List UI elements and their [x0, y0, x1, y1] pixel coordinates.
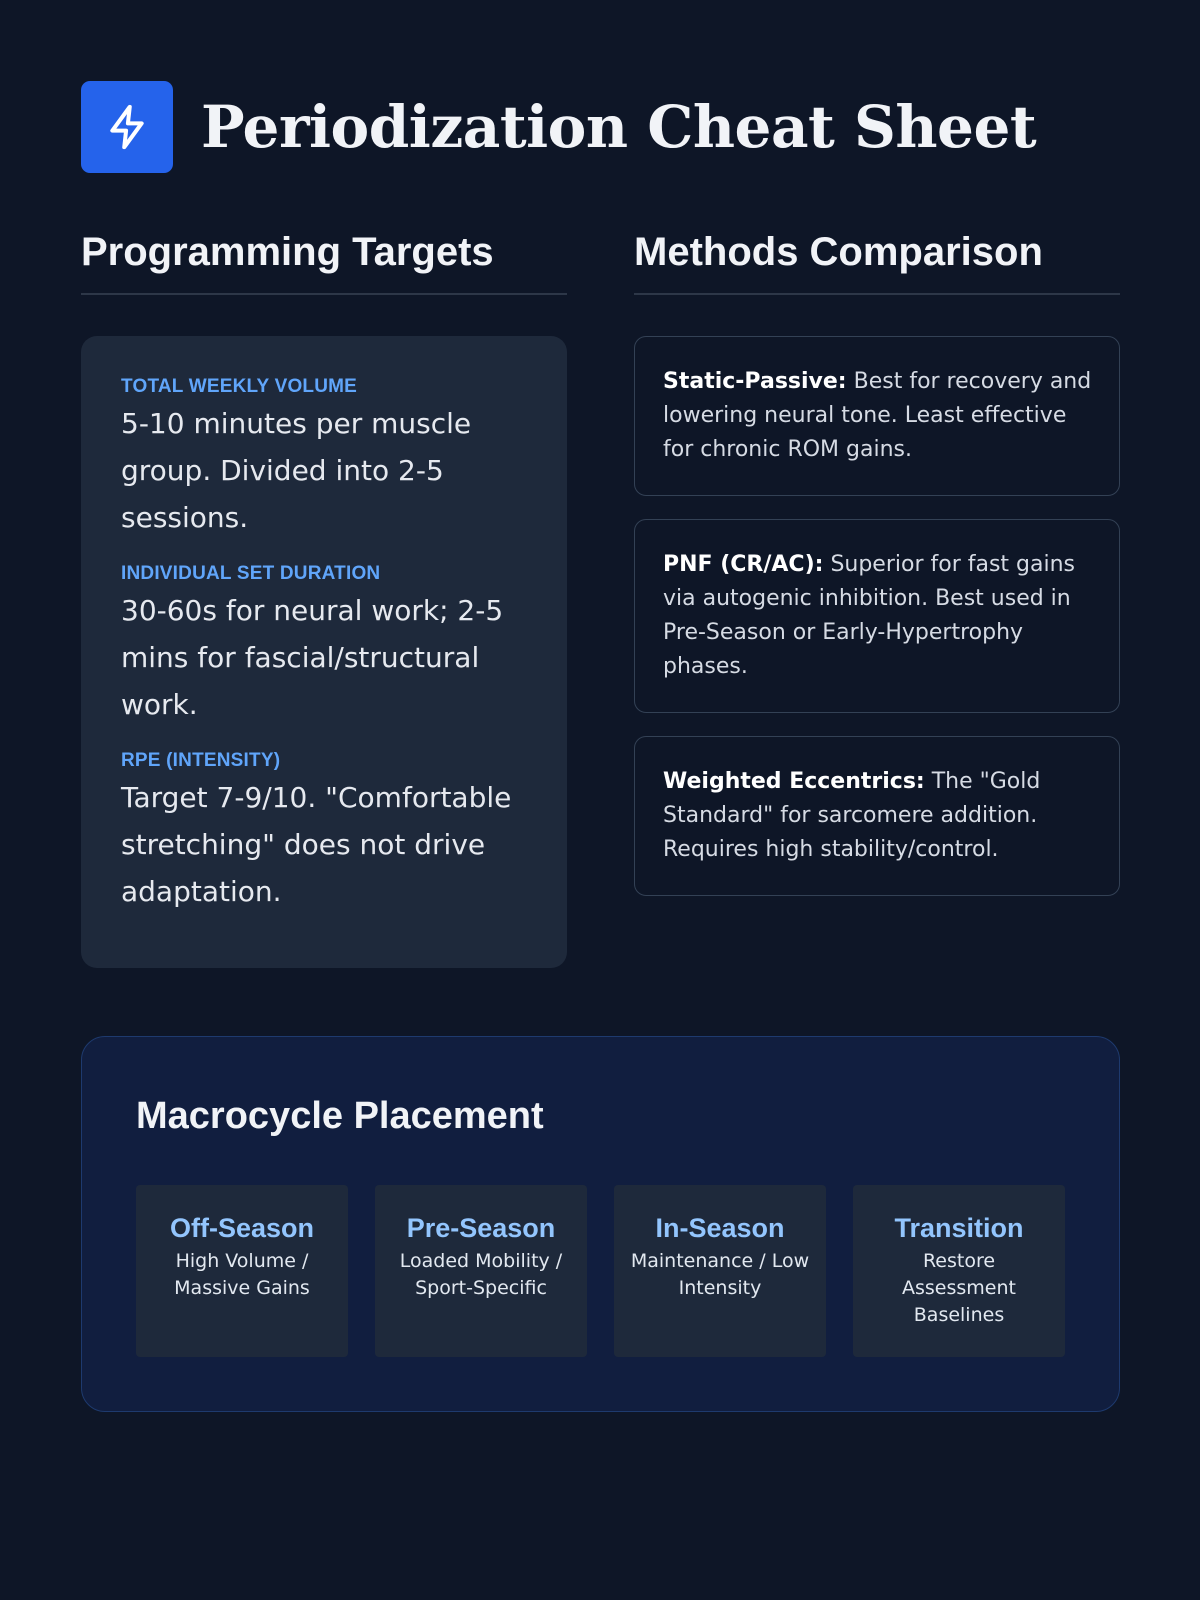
- method-card-static-passive: [634, 336, 1120, 496]
- divider: [634, 293, 1120, 295]
- phase-name: In-Season: [655, 1213, 785, 1243]
- target-label: RPE (INTENSITY): [121, 750, 281, 771]
- phase-card-transition: [853, 1185, 1065, 1357]
- phase-name: Pre-Season: [406, 1213, 556, 1243]
- phase-card-pre-season: [375, 1185, 587, 1357]
- phase-card-off-season: [136, 1185, 348, 1357]
- method-text: Superior for fast gains via autogenic inhibition. Best used in Pre-Season or Early-Hypertrophy phases.: [663, 552, 1076, 679]
- lightning-bolt-icon: [81, 81, 173, 173]
- target-text: 30-60s for neural work; 2-5 mins for fascial/structural work.: [121, 594, 504, 721]
- phase-desc: Restore Assessment Baselines: [902, 1250, 1016, 1326]
- page-title: Periodization Cheat Sheet: [201, 93, 1037, 161]
- method-card-pnf: [634, 519, 1120, 713]
- method-name: Weighted Eccentrics:: [663, 769, 925, 794]
- phase-card-in-season: [614, 1185, 826, 1357]
- target-text: 5-10 minutes per muscle group. Divided into 2-5 sessions.: [121, 407, 472, 534]
- page-header: [81, 81, 1036, 173]
- method-card-weighted-eccentrics: [634, 736, 1120, 896]
- target-item: [121, 563, 527, 728]
- phase-desc: Loaded Mobility / Sport-Specific: [399, 1250, 563, 1299]
- method-text: The "Gold Standard" for sarcomere addition. Requires high stability/control.: [663, 769, 1041, 862]
- divider: [81, 293, 567, 295]
- target-label: INDIVIDUAL SET DURATION: [121, 563, 381, 584]
- method-name: Static-Passive:: [663, 369, 847, 394]
- target-item: [121, 376, 527, 541]
- phase-name: Off-Season: [169, 1213, 315, 1243]
- method-name: PNF (CR/AC):: [663, 552, 824, 577]
- programming-targets-card: [81, 336, 567, 968]
- methods-comparison-heading: Methods Comparison: [634, 230, 1043, 274]
- programming-targets-heading: Programming Targets: [81, 230, 494, 274]
- phase-desc: High Volume / Massive Gains: [174, 1250, 310, 1299]
- target-text: Target 7-9/10. "Comfortable stretching" does not drive adaptation.: [121, 781, 512, 908]
- target-label: TOTAL WEEKLY VOLUME: [121, 376, 358, 397]
- target-item: [121, 750, 527, 915]
- phase-desc: Maintenance / Low Intensity: [630, 1250, 810, 1299]
- phase-list: [136, 1185, 1065, 1357]
- phase-name: Transition: [894, 1213, 1024, 1243]
- macrocycle-panel: [81, 1036, 1120, 1412]
- method-text: Best for recovery and lowering neural tone. Least effective for chronic ROM gains.: [663, 369, 1092, 462]
- macrocycle-heading: Macrocycle Placement: [136, 1095, 544, 1137]
